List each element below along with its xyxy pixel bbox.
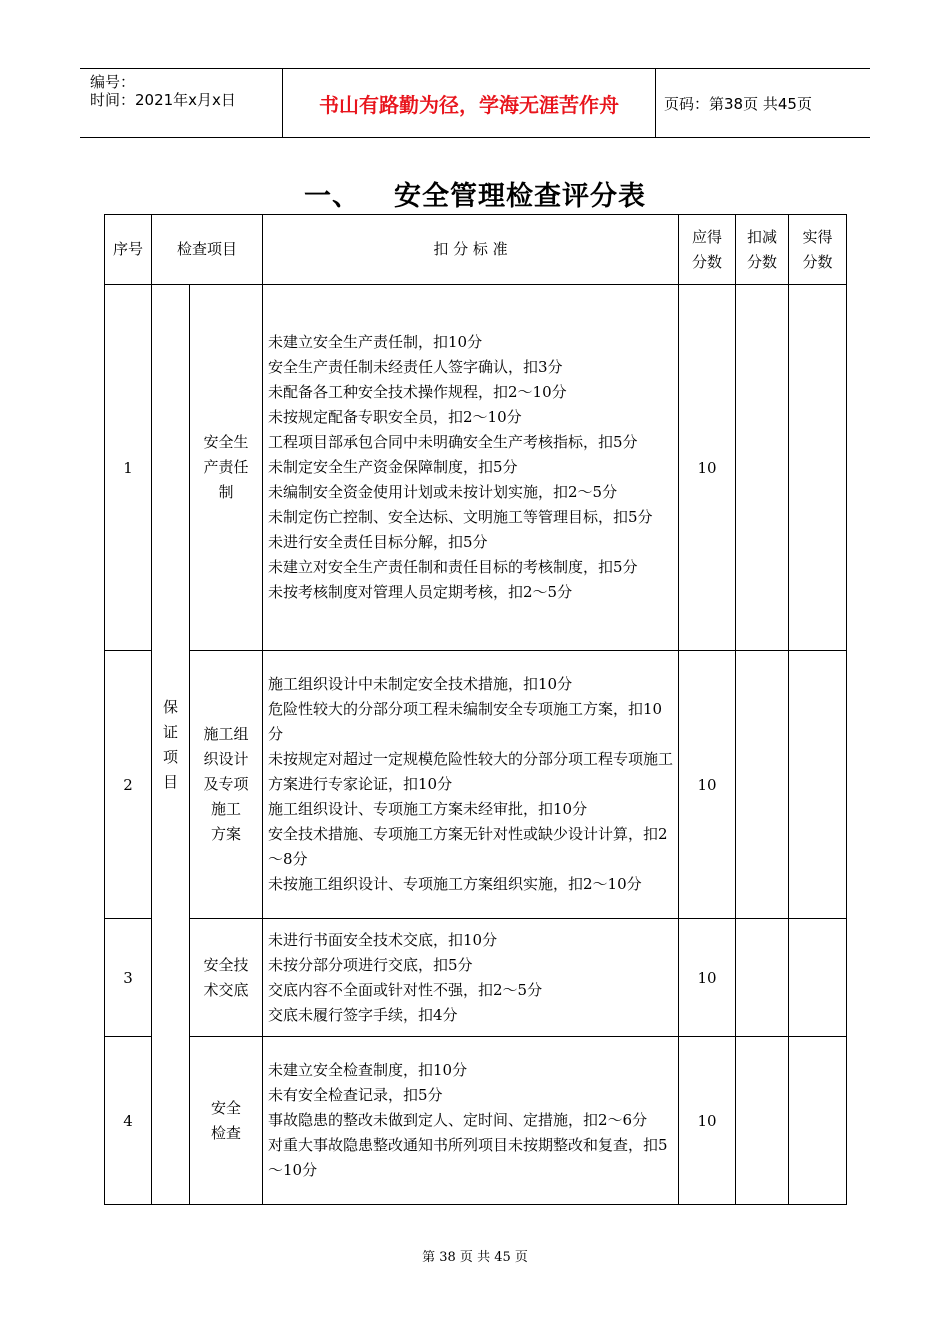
criteria-line: 未建立安全生产责任制，扣10分 xyxy=(268,333,483,351)
criteria-line: 交底未履行签字手续，扣4分 xyxy=(268,1005,458,1024)
header-seq: 序号 xyxy=(105,215,152,285)
criteria-line: 对重大事故隐患整改通知书所列项目未按期整改和复查，扣5～10分 xyxy=(268,1136,668,1179)
header-item: 检查项目 xyxy=(152,215,263,285)
row-deduct-score[interactable] xyxy=(736,919,789,1037)
table-row xyxy=(105,1037,847,1205)
group-label-char: 项 xyxy=(162,747,178,766)
table-row xyxy=(105,919,847,1037)
table-header-row xyxy=(105,215,847,285)
row-deduct-score[interactable] xyxy=(736,1037,789,1205)
criteria-line: 未有安全检查记录，扣5分 xyxy=(268,1086,443,1104)
criteria-line: 未进行安全责任目标分解，扣5分 xyxy=(268,533,488,551)
criteria-line: 未按考核制度对管理人员定期考核，扣2～5分 xyxy=(268,583,573,601)
criteria-line: 交底内容不全面或针对性不强，扣2～5分 xyxy=(268,980,543,999)
group-label-char: 证 xyxy=(162,722,178,741)
group-label-char: 保 xyxy=(162,697,178,716)
header-left xyxy=(80,69,280,137)
header-actual-line2: 分数 xyxy=(802,252,833,271)
table-row xyxy=(105,285,847,651)
row-deduct-score[interactable] xyxy=(736,651,789,919)
header-deduct xyxy=(736,215,789,285)
criteria-line: 危险性较大的分部分项工程未编制安全专项施工方案，扣10分 xyxy=(268,700,663,743)
row-item-line: 制 xyxy=(218,483,234,501)
row-due-score: 10 xyxy=(679,651,736,919)
criteria-line: 未按规定配备专职安全员，扣2～10分 xyxy=(268,408,522,426)
criteria-line: 事故隐患的整改未做到定人、定时间、定措施，扣2～6分 xyxy=(268,1111,648,1129)
row-item xyxy=(190,1037,263,1205)
motto: 书山有路勤为径，学海无涯苦作舟 xyxy=(282,69,656,137)
header-due xyxy=(679,215,736,285)
criteria-line: 未按施工组织设计、专项施工方案组织实施，扣2～10分 xyxy=(268,875,642,893)
row-criteria xyxy=(263,919,679,1037)
criteria-line: 未编制安全资金使用计划或未按计划实施，扣2～5分 xyxy=(268,483,618,501)
row-seq: 2 xyxy=(105,651,152,919)
row-item xyxy=(190,919,263,1037)
header-due-line2: 分数 xyxy=(692,252,723,271)
row-item-line: 术交底 xyxy=(203,980,249,999)
criteria-line: 未制定伤亡控制、安全达标、文明施工等管理目标，扣5分 xyxy=(268,508,653,526)
row-item-line: 及专项 xyxy=(203,775,249,793)
row-item-line: 产责任 xyxy=(203,458,249,476)
criteria-line: 施工组织设计中未制定安全技术措施，扣10分 xyxy=(268,675,573,693)
row-item-line: 织设计 xyxy=(203,750,249,768)
document-header xyxy=(80,68,870,138)
header-criteria: 扣 分 标 准 xyxy=(263,215,679,285)
title-number: 一、 xyxy=(304,181,360,212)
row-seq: 3 xyxy=(105,919,152,1037)
page-footer: 第 38 页 共 45 页 xyxy=(422,1250,528,1265)
row-item-line: 方案 xyxy=(211,825,242,843)
criteria-line: 安全技术措施、专项施工方案无针对性或缺少设计计算，扣2～8分 xyxy=(268,825,668,868)
header-deduct-line2: 分数 xyxy=(747,252,778,271)
row-item xyxy=(190,651,263,919)
row-due-score: 10 xyxy=(679,285,736,651)
header-deduct-line1: 扣减 xyxy=(747,227,778,246)
row-actual-score[interactable] xyxy=(789,919,847,1037)
row-item xyxy=(190,285,263,651)
criteria-line: 工程项目部承包合同中未明确安全生产考核指标，扣5分 xyxy=(268,433,638,451)
date-label: 时间：2021年x月x日 xyxy=(90,91,236,109)
row-item-line: 施工组 xyxy=(203,725,249,743)
row-seq: 1 xyxy=(105,285,152,651)
criteria-line: 未制定安全生产资金保障制度，扣5分 xyxy=(268,458,518,476)
row-item-line: 安全技 xyxy=(203,955,249,974)
row-item-line: 安全生 xyxy=(203,433,249,451)
criteria-line: 未配备各工种安全技术操作规程，扣2～10分 xyxy=(268,383,567,401)
criteria-line: 未按规定对超过一定规模危险性较大的分部分项工程专项施工方案进行专家论证，扣10分 xyxy=(268,750,674,793)
row-due-score: 10 xyxy=(679,919,736,1037)
header-actual-line1: 实得 xyxy=(802,227,833,246)
page-info: 页码：第38页 共45页 xyxy=(664,94,812,113)
row-deduct-score[interactable] xyxy=(736,285,789,651)
row-criteria xyxy=(263,1037,679,1205)
header-actual xyxy=(789,215,847,285)
page-title xyxy=(0,174,950,213)
title-text: 安全管理检查评分表 xyxy=(394,181,646,212)
criteria-line: 未进行书面安全技术交底，扣10分 xyxy=(268,930,498,949)
row-item-line: 施工 xyxy=(211,800,242,818)
row-item-line: 安全 xyxy=(211,1098,242,1117)
criteria-line: 安全生产责任制未经责任人签字确认，扣3分 xyxy=(268,358,563,376)
row-due-score: 10 xyxy=(679,1037,736,1205)
row-actual-score[interactable] xyxy=(789,1037,847,1205)
row-actual-score[interactable] xyxy=(789,651,847,919)
header-due-line1: 应得 xyxy=(692,227,723,246)
criteria-line: 未按分部分项进行交底，扣5分 xyxy=(268,955,473,974)
row-criteria xyxy=(263,651,679,919)
criteria-line: 未建立对安全生产责任制和责任目标的考核制度，扣5分 xyxy=(268,558,638,576)
group-label-char: 目 xyxy=(162,772,178,791)
row-item-line: 检查 xyxy=(211,1123,242,1142)
table-row xyxy=(105,651,847,919)
row-seq: 4 xyxy=(105,1037,152,1205)
group-label xyxy=(152,285,190,1205)
number-label: 编号： xyxy=(90,73,136,91)
score-table xyxy=(104,214,847,1205)
criteria-line: 未建立安全检查制度，扣10分 xyxy=(268,1061,468,1079)
row-criteria xyxy=(263,285,679,651)
row-actual-score[interactable] xyxy=(789,285,847,651)
criteria-line: 施工组织设计、专项施工方案未经审批，扣10分 xyxy=(268,800,588,818)
